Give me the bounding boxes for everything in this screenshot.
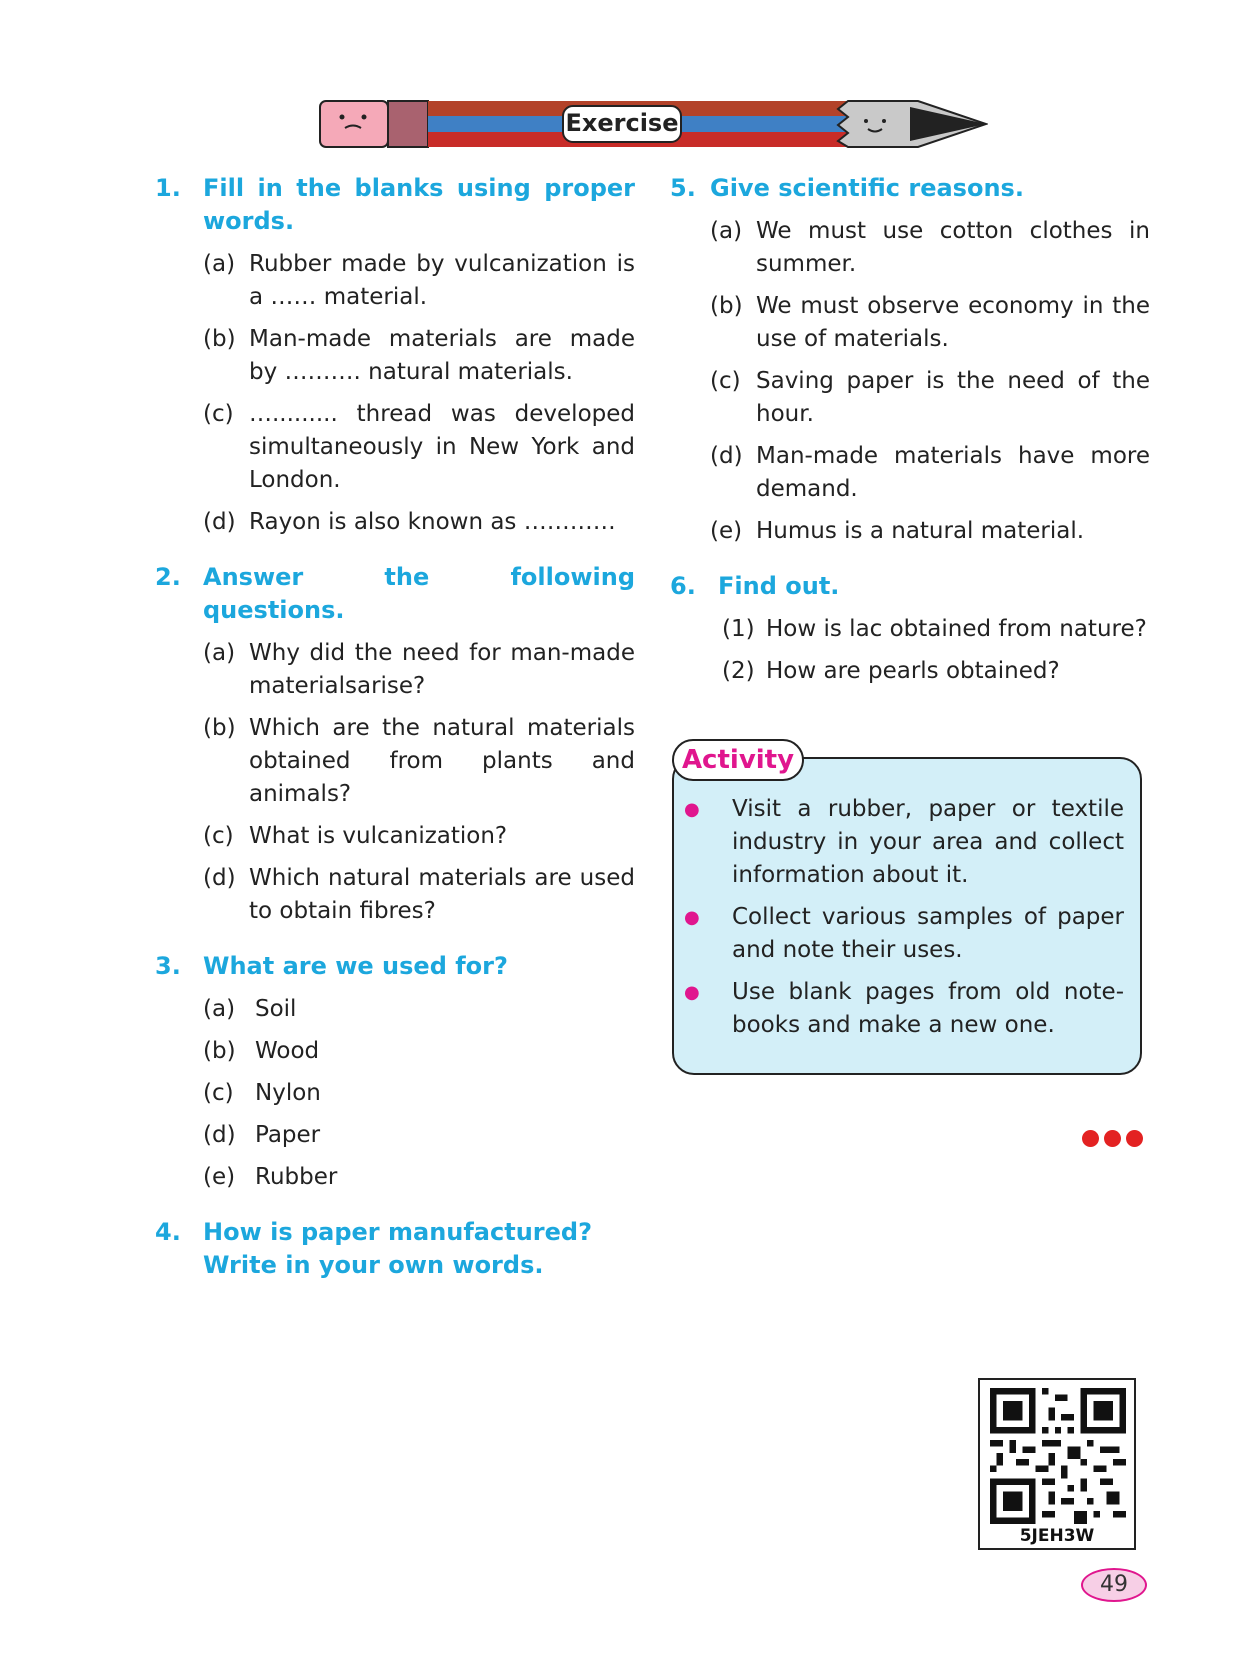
question-1 [155,172,635,238]
item-text: Why did the need for man-made materialsarise? [249,640,635,699]
item-label: (b) [203,715,236,741]
item-label: (d) [710,443,743,469]
list-item [203,820,635,853]
list-item [203,506,635,539]
item-label: (b) [710,293,743,319]
question-number: 5. [670,174,696,202]
question-2-items [203,637,635,928]
question-1-items [203,248,635,539]
question-title: What are we used for? [203,952,508,980]
question-title: How is paper manufactured? Write in your own words. [203,1218,593,1279]
item-text: We must observe economy in the use of materials. [756,293,1150,352]
list-item [710,215,1150,281]
activity-text: Use blank pages from old note-books and make a new one. [732,979,1124,1038]
item-text: Man-made materials have more demand. [756,443,1150,502]
question-number: 4. [155,1218,181,1246]
item-label: (c) [710,368,741,394]
item-label: (c) [203,401,234,427]
end-dots [1082,1130,1148,1151]
list-item [203,1161,635,1194]
list-item [722,613,1150,646]
page-number: 49 [1081,1568,1147,1602]
qr-code[interactable] [978,1378,1136,1550]
item-text: Nylon [255,1080,321,1106]
activity-item [684,793,1124,892]
list-item [203,712,635,811]
list-item [203,862,635,928]
right-column [670,172,1150,710]
list-item [203,248,635,314]
item-text: What is vulcanization? [249,823,508,849]
list-item [203,1035,635,1068]
item-label: (e) [203,1164,236,1190]
activity-item [684,976,1124,1042]
question-6-items [722,613,1150,688]
item-label: (d) [203,509,236,535]
question-title: Find out. [718,572,840,600]
item-text: How are pearls obtained? [766,658,1060,684]
item-text: Humus is a natural material. [756,518,1085,544]
qr-code-icon [990,1388,1126,1524]
item-text: Soil [255,996,297,1022]
list-item [203,323,635,389]
item-label: (2) [722,658,755,684]
item-label: (a) [710,218,743,244]
question-number: 2. [155,563,181,591]
question-3 [155,950,635,983]
list-item [722,655,1150,688]
dot-icon [1126,1130,1143,1147]
list-item [710,515,1150,548]
question-3-items [203,993,635,1194]
list-item [203,1119,635,1152]
list-item [710,440,1150,506]
item-text: Saving paper is the need of the hour. [756,368,1150,427]
question-5 [670,172,1150,205]
item-label: (1) [722,616,755,642]
list-item [203,637,635,703]
item-text: …......... thread was developed simultaneously in New York and London. [249,401,635,493]
bullet-icon: ● [684,982,700,1003]
item-label: (a) [203,996,236,1022]
item-text: Paper [255,1122,321,1148]
question-title: Answer the following questions. [203,563,635,624]
question-number: 6. [670,572,696,600]
question-4 [155,1216,635,1282]
item-label: (d) [203,1122,236,1148]
list-item [203,1077,635,1110]
activity-title: Activity [672,739,804,781]
dot-icon [1082,1130,1099,1147]
list-item [710,365,1150,431]
qr-label: 5JEH3W [1019,1526,1095,1546]
item-text: Which are the natural materials obtained from plants and animals? [249,715,635,807]
item-text: Rubber [255,1164,338,1190]
item-label: (e) [710,518,743,544]
item-text: Rayon is also known as ………… [249,509,616,535]
bullet-icon: ● [684,799,700,820]
item-label: (d) [203,865,236,891]
question-2 [155,561,635,627]
activity-text: Collect various samples of paper and note their uses. [732,904,1124,963]
left-column [155,172,635,1292]
question-number: 3. [155,952,181,980]
item-text: How is lac obtained from nature? [766,616,1147,642]
exercise-title: Exercise [565,109,679,137]
bullet-icon: ● [684,907,700,928]
question-5-items [710,215,1150,548]
item-text: We must use cotton clothes in summer. [756,218,1150,277]
question-title: Give scientific reasons. [710,174,1024,202]
item-label: (a) [203,251,236,277]
item-label: (b) [203,1038,236,1064]
item-text: Wood [255,1038,320,1064]
activity-list [684,793,1124,1051]
dot-icon [1104,1130,1121,1147]
list-item [203,398,635,497]
item-label: (c) [203,823,234,849]
item-text: Which natural materials are used to obtain fibres? [249,865,635,924]
item-label: (b) [203,326,236,352]
list-item [203,993,635,1026]
activity-item [684,901,1124,967]
item-text: Rubber made by vulcanization is a …… material. [249,251,635,310]
question-number: 1. [155,174,181,202]
question-6 [670,570,1150,603]
list-item [710,290,1150,356]
item-label: (c) [203,1080,234,1106]
activity-text: Visit a rubber, paper or textile industry in your area and collect information about it. [732,796,1124,888]
item-label: (a) [203,640,236,666]
question-title: Fill in the blanks using proper words. [203,174,635,235]
item-text: Man-made materials are made by ………. natural materials. [249,326,635,385]
